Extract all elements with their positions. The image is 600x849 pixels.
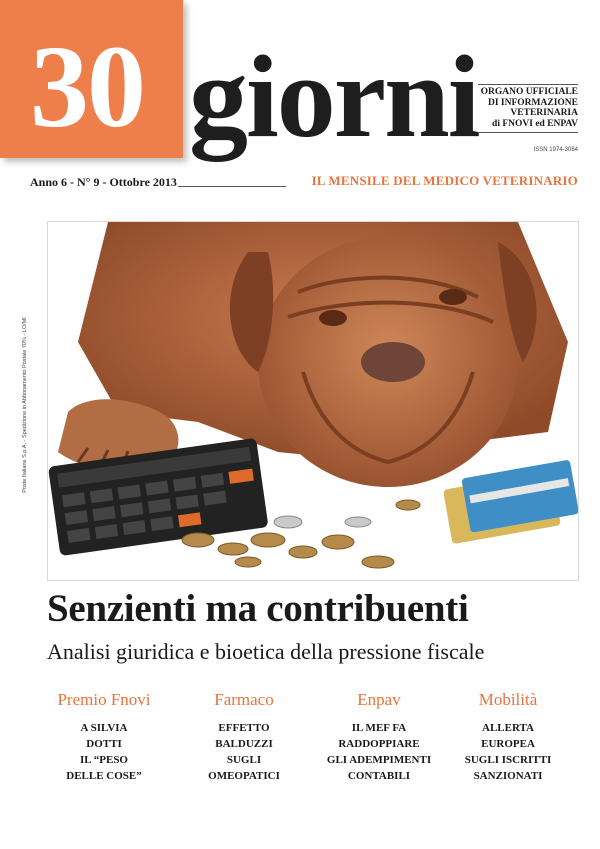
- section-line: DOTTI: [86, 738, 122, 750]
- section-premio-fnovi[interactable]: [39, 690, 169, 784]
- cover-headline: Senzienti ma contribuenti: [47, 587, 469, 630]
- organ-line: di FNOVI ed ENPAV: [492, 118, 578, 129]
- section-farmaco[interactable]: [179, 690, 309, 784]
- section-line: GLI ADEMPIMENTI: [326, 754, 432, 766]
- issue-tagline: IL MENSILE DEL MEDICO VETERINARIO: [311, 173, 578, 188]
- section-line: SANZIONATI: [473, 770, 543, 782]
- section-line: EFFETTO: [218, 722, 270, 734]
- section-line: SUGLI ISCRITTI: [464, 754, 552, 766]
- header-divider: [178, 186, 286, 187]
- section-line: A SILVIA: [80, 722, 128, 734]
- organ-line: DI INFORMAZIONE: [488, 97, 578, 108]
- section-line: BALDUZZI: [215, 738, 273, 750]
- section-title: Enpav: [357, 690, 401, 709]
- section-line: DELLE COSE”: [66, 770, 142, 782]
- section-mobilita[interactable]: [443, 690, 573, 784]
- postal-note: Poste Italiane S.p.A. - Spedizione in Abbonamento Postale 70% - LO/MI: [22, 317, 28, 493]
- section-enpav[interactable]: [314, 690, 444, 784]
- section-line: EUROPEA: [481, 738, 535, 750]
- section-line: RADDOPPIARE: [338, 738, 420, 750]
- cover-photo: [47, 221, 579, 581]
- section-teasers: [47, 690, 577, 790]
- organ-line: VETERINARIA: [510, 108, 578, 118]
- section-line: IL “PESO: [80, 754, 128, 766]
- section-line: ALLERTA: [482, 722, 534, 734]
- organ-line: ORGANO UFFICIALE: [480, 87, 578, 97]
- section-line: IL MEF FA: [351, 722, 407, 734]
- organ-info-box: [478, 84, 578, 133]
- section-title: Mobilità: [478, 690, 538, 709]
- cover-subheadline: Analisi giuridica e bioetica della pressione fiscale: [47, 639, 485, 664]
- masthead-title: giorni: [189, 31, 479, 162]
- section-title: Premio Fnovi: [57, 690, 151, 709]
- section-line: SUGLI: [226, 754, 262, 766]
- issue-label: Anno 6 - N° 9 - Ottobre 2013: [30, 175, 177, 189]
- masthead-number: 30: [30, 21, 144, 152]
- section-title: Farmaco: [214, 690, 274, 709]
- section-line: CONTABILI: [347, 770, 411, 782]
- issn-label: ISSN 1974-3084: [533, 147, 578, 153]
- dog-with-calculator-illustration: [48, 222, 578, 580]
- section-line: OMEOPATICI: [208, 770, 280, 782]
